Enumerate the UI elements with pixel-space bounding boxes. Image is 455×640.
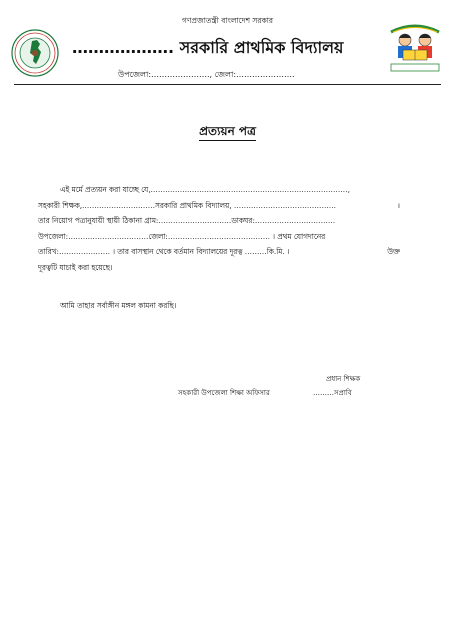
upazila-district-line: উপজেলা:…………………., জেলা:………………….: [118, 70, 295, 79]
school-abbr-signature: ………সপ্রাবি: [313, 389, 352, 397]
wish-line: আমি তাহার সর্বাঙ্গীন মঙ্গল কামনা করছি।: [60, 301, 177, 310]
certificate-title: [0, 123, 455, 143]
body-line-6: দূরত্বটি যাচাই করা হয়েছে।: [38, 262, 113, 272]
body-line-3: তার নিয়োগ পত্রানুযায়ী স্থায়ী ঠিকানা গ্রাম:…………………………ডাকঘর:……………………………: [38, 216, 336, 226]
government-header-text: গণপ্রজাতন্ত্রী বাংলাদেশ সরকার: [181, 16, 274, 25]
head-teacher-signature: প্রধান শিক্ষক: [326, 375, 361, 383]
bangladesh-govt-seal-icon: [10, 28, 60, 78]
certificate-title-text: প্রত্যয়ন পত্র: [199, 124, 256, 141]
body-line-5: [38, 244, 400, 260]
body-line-5-end: উক্ত: [387, 247, 400, 257]
header-divider: [14, 84, 441, 85]
body-line-1: এই মর্মে প্রত্যয়ন করা যাচ্ছে যে,………………………………………………………………………,: [60, 185, 350, 194]
body-line-2: [38, 198, 400, 214]
upazila-officer-signature: সহকারী উপজেলা শিক্ষা অফিসার: [178, 389, 270, 397]
certificate-body: [38, 182, 400, 276]
body-line-2-text: সহকারী শিক্ষক,…………………………সরকারি প্রাথমিক বিদ্যালয়, ……………………………………: [38, 200, 337, 210]
body-line-4: উপজেলা:……………………………জেলা:…………………………………… । প্রথম যোগদানের: [38, 231, 326, 241]
body-line-5-text: তারিখ:………………… । তার বাসস্থান থেকে বর্তমান বিদ্যালয়ের দূরত্ব ………কি.মি. ।: [38, 247, 290, 257]
body-line-2-end: ।: [397, 200, 400, 210]
school-name-line: ………………. সরকারি প্রাথমিক বিদ্যালয়: [72, 38, 344, 57]
